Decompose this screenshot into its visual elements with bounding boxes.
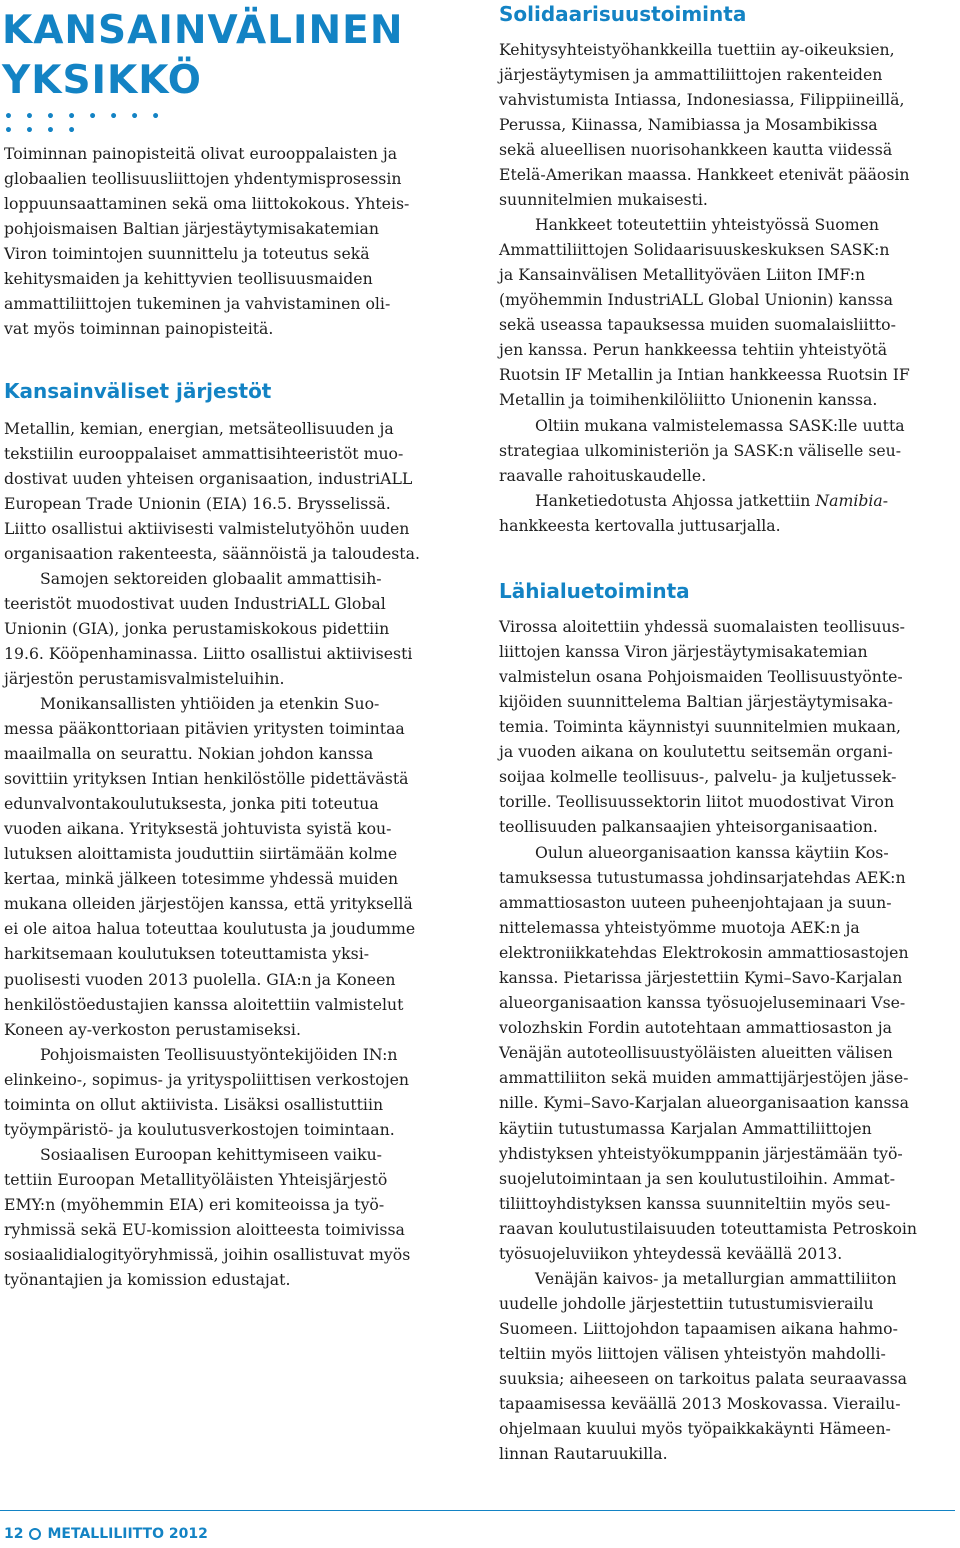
- text-line: tettiin Euroopan Metallityöläisten Yhteisjärjestö: [4, 1170, 388, 1190]
- text-line: European Trade Unionin (EIA) 16.5. Brysselissä.: [4, 494, 391, 514]
- text-line: ohjelmaan kuului myös työpaikkakäynti Hämeen-: [499, 1419, 891, 1439]
- text-line: suojelutoimintaan ja sen koulutustiloihin. Ammat-: [499, 1168, 896, 1188]
- text-line: ammattiliiton sekä muiden ammattijärjestöjen jäse-: [499, 1068, 909, 1088]
- text-line: työnantajien ja komission edustajat.: [4, 1270, 291, 1290]
- text-line: suunnitelmien mukaisesti.: [499, 190, 708, 210]
- text-line: teeristöt muodostivat uuden IndustriALL Global: [4, 594, 386, 614]
- page-footer: [4, 1524, 208, 1544]
- text-line: ammattiosaston uuteen puheenjohtajaan ja suun-: [499, 893, 892, 913]
- text-line: tekstiilin eurooppalaiset ammattisihteeristöt muo-: [4, 444, 404, 464]
- paragraph: [4, 1042, 456, 1142]
- text-line: puolisesti vuoden 2013 puolella. GIA:n ja Koneen: [4, 969, 396, 989]
- text-line: globaalien teollisuusliittojen yhdentymisprosessin: [4, 169, 402, 189]
- text-line: Hankkeet toteutettiin yhteistyössä Suomen: [535, 215, 879, 234]
- paragraph: [499, 614, 955, 839]
- text-line: ryhmissä sekä EU-komission aloitteesta toimivissa: [4, 1220, 405, 1240]
- dotted-divider: • • • • • • • • • • • •: [4, 109, 164, 139]
- text-line: alueorganisaation kanssa työsuojeluseminaari Vse-: [499, 993, 906, 1013]
- text-line: edunvalvontakoulutuksesta, jonka piti toteutua: [4, 794, 379, 814]
- text-line: Monikansallisten yhtiöiden ja etenkin Suo-: [40, 694, 380, 713]
- paragraph: [499, 1266, 955, 1466]
- text-line: dostivat uuden yhteisen organisaation, industriALL: [4, 469, 413, 489]
- text-line: maailmalla on seurattu. Nokian johdon kanssa: [4, 744, 374, 764]
- emphasis-namibia: Namibia: [815, 491, 883, 510]
- text-line: Perussa, Kiinassa, Namibiassa ja Mosambikissa: [499, 115, 878, 135]
- text-line: pohjoismaisen Baltian järjestäytymisakatemian: [4, 219, 379, 239]
- text-line: Oltiin mukana valmistelemassa SASK:lle uutta: [535, 416, 905, 435]
- text-line: järjestäytymisen ja ammattiliittojen rakenteiden: [499, 65, 883, 85]
- text-line: sovittiin yrityksen Intian henkilöstölle pidettävästä: [4, 769, 409, 789]
- text-line: kehitysmaiden ja kehittyvien teollisuusmaiden: [4, 269, 373, 289]
- text-line: Virossa aloitettiin yhdessä suomalaisten teollisuus-: [499, 617, 905, 636]
- text-line: Unionin (GIA), jonka perustamiskokous pidettiin: [4, 619, 390, 639]
- text-line: toiminta on ollut aktiivista. Lisäksi osallistuttiin: [4, 1095, 384, 1115]
- text-line: kijöiden suunnittelema Baltian järjestäytymisaka-: [499, 692, 893, 712]
- text-line: ja Kansainvälisen Metallityöväen Liiton IMF:n: [499, 265, 866, 285]
- text-line: suuksia; aiheeseen on tarkoitus palata seuraavassa: [499, 1369, 908, 1389]
- text-line: valmistelun osana Pohjoismaiden Teollisuustyönte-: [499, 667, 903, 687]
- text-line: linnan Rautaruukilla.: [499, 1444, 668, 1464]
- publication-name: METALLILIITTO 2012: [47, 1526, 208, 1542]
- text-line: Venäjän kaivos- ja metallurgian ammattiliiton: [535, 1269, 897, 1288]
- paragraph: [499, 840, 955, 1266]
- page-number: 12: [4, 1526, 24, 1542]
- text-line: Viron toimintojen suunnittelu ja toteutus sekä: [4, 244, 370, 264]
- text-line: elinkeino-, sopimus- ja yrityspoliittisen verkostojen: [4, 1070, 409, 1090]
- text-line: EMY:n (myöhemmin EIA) eri komiteoissa ja työ-: [4, 1195, 385, 1215]
- paragraph: [4, 416, 456, 566]
- text-line: ei ole aitoa halua toteuttaa koulutusta ja joudumme: [4, 919, 416, 939]
- text-line: Liitto osallistui aktiivisesti valmistelutyöhön uuden: [4, 519, 410, 539]
- text-line: kertaa, minkä jälkeen totesimme yhdessä muiden: [4, 869, 399, 889]
- paragraph-namibia: Hanketiedotusta Ahjossa jatkettiin Namibia- hankkeesta kertovalla juttusarjalla.: [499, 491, 889, 536]
- footer-rule: [0, 1510, 955, 1511]
- text-line: Toiminnan painopisteitä olivat eurooppalaisten ja: [4, 144, 398, 163]
- text-line: nille. Kymi–Savo-Karjalan alueorganisaation kanssa: [499, 1093, 909, 1113]
- title-line-1: KANSAINVÄLINEN: [2, 8, 404, 53]
- text-line: liittojen kanssa Viron järjestäytymisakatemian: [499, 642, 868, 662]
- text-line: järjestön perustamisvalmisteluihin.: [4, 669, 285, 689]
- text-line: yhdistyksen yhteistyökumppanin järjestämään työ-: [499, 1143, 903, 1163]
- text-line: 19.6. Kööpenhaminassa. Liitto osallistui aktiivisesti: [4, 644, 413, 664]
- text-line: Kehitysyhteistyöhankkeilla tuettiin ay-oikeuksien,: [499, 40, 895, 59]
- text-line: (myöhemmin IndustriALL Global Unionin) kanssa: [499, 290, 893, 310]
- text-line: vahvistumista Intiassa, Indonesiassa, Filippiineillä,: [499, 90, 905, 110]
- text-line: kanssa. Pietarissa järjestettiin Kymi–Savo-Karjalan: [499, 968, 903, 988]
- text-line: sosiaalidialogityöryhmissä, joihin osallistuvat myös: [4, 1245, 411, 1265]
- text-line: Koneen ay-verkoston perustamiseksi.: [4, 1019, 301, 1039]
- text-line: Sosiaalisen Euroopan kehittymiseen vaiku-: [40, 1145, 382, 1164]
- intro-paragraph: [4, 141, 456, 341]
- text-line: lutuksen aloittamista jouduttiin siirtämään kolme: [4, 844, 398, 864]
- paragraph: [4, 691, 456, 1042]
- text-line: Metallin, kemian, energian, metsäteollisuuden ja: [4, 419, 394, 438]
- text-line: käytiin tutustumassa Karjalan Ammattiliittojen: [499, 1118, 872, 1138]
- text-line: temia. Toiminta käynnistyi suunnitelmien mukaan,: [499, 717, 901, 737]
- text-line: Etelä-Amerikan maassa. Hankkeet etenivät pääosin: [499, 165, 910, 185]
- text-line: nittelemassa yhteistyömme muotoja AEK:n ja: [499, 918, 860, 938]
- text-line: loppuunsaattaminen sekä oma liittokokous. Yhteis-: [4, 194, 410, 214]
- circle-icon: [29, 1528, 41, 1540]
- title-line-2: YKSIKKÖ: [2, 58, 202, 103]
- text-line: ammattiliittojen tukeminen ja vahvistaminen oli-: [4, 294, 391, 314]
- paragraph: [499, 37, 955, 212]
- text-line: sekä useassa tapauksessa muiden suomalaisliitto-: [499, 315, 896, 335]
- page-title: [2, 6, 403, 106]
- paragraph: [499, 413, 955, 488]
- text-line: raavan koulutustilaisuuden toteuttamista Petroskoin: [499, 1218, 918, 1238]
- text-line: henkilöstöedustajien kanssa aloitettiin valmistelut: [4, 994, 404, 1014]
- text-line: vuoden aikana. Yrityksestä johtuvista syistä kou-: [4, 819, 392, 839]
- text-line: tapaamisessa keväällä 2013 Moskovassa. Vierailu-: [499, 1394, 901, 1414]
- text-line: työsuojeluviikon yhteydessä keväällä 2013.: [499, 1243, 843, 1263]
- text-line: raavalle rahoituskaudelle.: [499, 466, 707, 486]
- paragraph: [4, 566, 456, 691]
- text-line: Suomeen. Liittojohdon tapaamisen aikana hahmo-: [499, 1319, 898, 1339]
- text-line: Samojen sektoreiden globaalit ammattisih-: [40, 569, 382, 588]
- text-line: strategiaa ulkoministeriön ja SASK:n väliselle seu-: [499, 441, 902, 461]
- text-line: volozhskin Fordin autotehtaan ammattiosaston ja: [499, 1018, 892, 1038]
- section-heading-lahialue: Lähialuetoiminta: [499, 579, 690, 603]
- section-heading-solidaarisuus: Solidaarisuustoiminta: [499, 2, 747, 26]
- text-line: organisaation rakenteesta, säännöistä ja taloudesta.: [4, 544, 420, 564]
- text-line: Ruotsin IF Metallin ja Intian hankkeessa Ruotsin IF: [499, 365, 910, 385]
- text-line: jen kanssa. Perun hankkeessa tehtiin yhteistyötä: [499, 340, 888, 360]
- text-line: harkitsemaan koulutuksen toteuttamista yksi-: [4, 944, 370, 964]
- text-line: tamuksessa tutustumassa johdinsarjatehdas AEK:n: [499, 868, 906, 888]
- text-line: työympäristö- ja koulutusverkostojen toimintaan.: [4, 1120, 395, 1140]
- text-line: elektroniikkatehdas Elektrokosin ammattiosastojen: [499, 943, 909, 963]
- text-line: Pohjoismaisten Teollisuustyöntekijöiden IN:n: [40, 1045, 398, 1064]
- text-line: Venäjän autoteollisuustyöläisten alueitten välisen: [499, 1043, 893, 1063]
- text-line: Metallin ja toimihenkilöliitto Unionenin kanssa.: [499, 390, 878, 410]
- text-line: torille. Teollisuussektorin liitot muodostivat Viron: [499, 792, 895, 812]
- paragraph: [4, 1142, 456, 1292]
- text-line: teltiin myös liittojen välisen yhteistyön mahdolli-: [499, 1344, 886, 1364]
- text-line: soijaa kolmelle teollisuus-, palvelu- ja kuljetussek-: [499, 767, 897, 787]
- section-heading-kansainvaliset: Kansainväliset järjestöt: [4, 379, 272, 403]
- text-line: uudelle johdolle järjestettiin tutustumisvierailu: [499, 1294, 874, 1314]
- text-line: Oulun alueorganisaation kanssa käytiin Kos-: [535, 843, 889, 862]
- text-line: Ammattiliittojen Solidaarisuuskeskuksen SASK:n: [499, 240, 890, 260]
- text-line: messa pääkonttoriaan pitävien yritysten toimintaa: [4, 719, 405, 739]
- text-line: mukana olleiden järjestöjen kanssa, että yrityksellä: [4, 894, 413, 914]
- text-line: tiliittoyhdistyksen kanssa suunniteltiin myös seu-: [499, 1193, 891, 1213]
- text-line: ja vuoden aikana on koulutettu seitsemän organi-: [499, 742, 893, 762]
- text-line: vat myös toiminnan painopisteitä.: [4, 319, 274, 339]
- text-line: teollisuuden palkansaajien yhteisorganisaation.: [499, 817, 878, 837]
- paragraph: [499, 212, 955, 412]
- text-line: sekä alueellisen nuorisohankkeen kautta viidessä: [499, 140, 893, 160]
